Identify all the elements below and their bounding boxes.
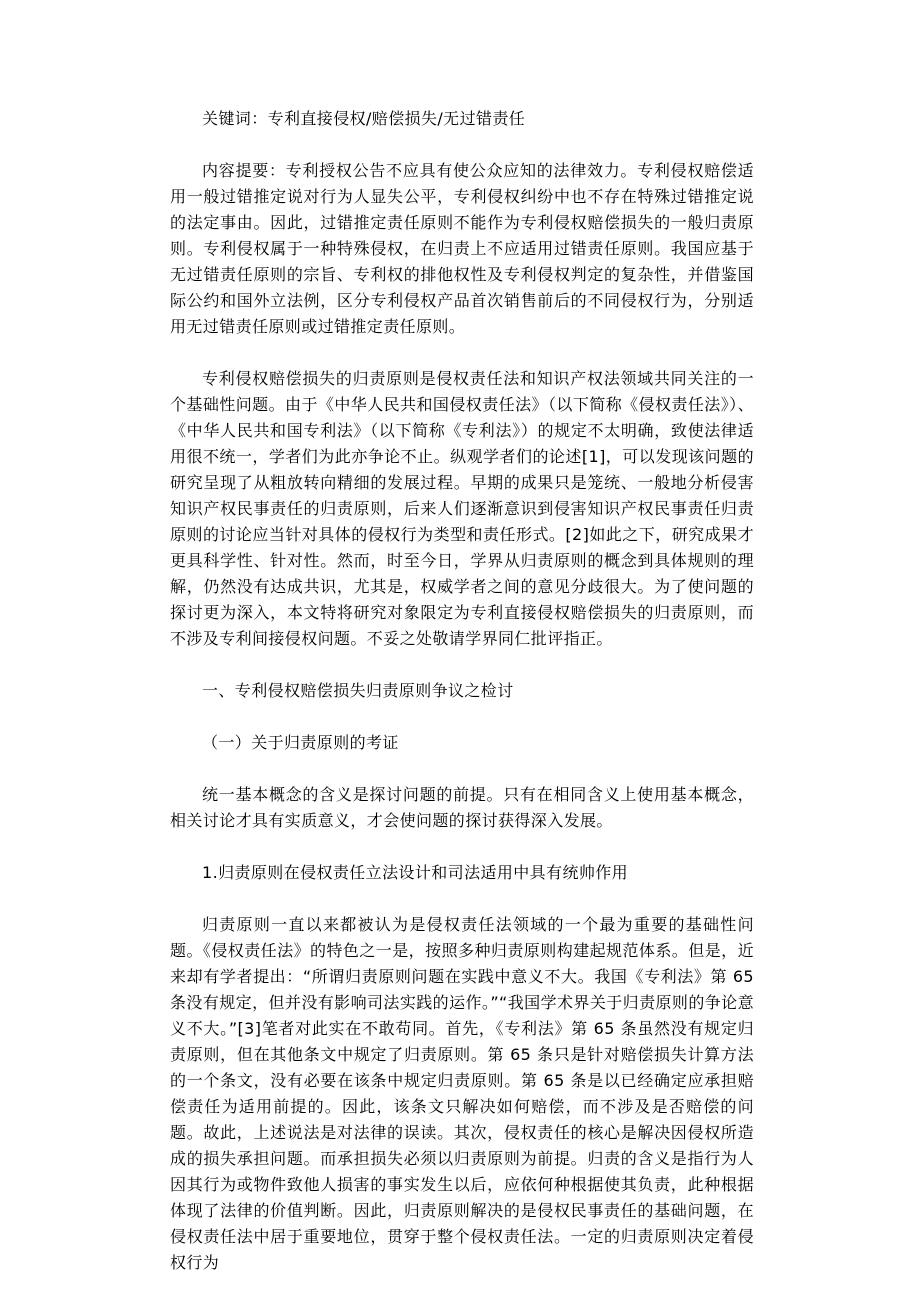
numbered-heading-one: 1.归责原则在侵权责任立法设计和司法适用中具有统帅作用: [202, 863, 629, 882]
subsection-heading-one: （一）关于归责原则的考证: [202, 733, 399, 752]
intro-paragraph: 专利侵权赔偿损失的归责原则是侵权责任法和知识产权法领域共同关注的一个基础性问题。由于《中华人民共和国侵权责任法》（以下简称《侵权责任法》）、《中华人民共和国专利法》（以下简称《专利法》）的规定不太明确，致使法律适用很不统一，学者们为此亦争论不止。纵观学者们的论述[1]，可以发现该问题的研究呈现了从粗放转向精细的发展过程。早期的成果只是笼统、一般地分析侵害知识产权民事责任的归责原则，后来人们逐渐意识到侵害知识产权民事责任归责原则的讨论应当针对具体的侵权行为类型和责任形式。[2]如此之下，研究成果才更具科学性、针对性。然而，时至今日，学界从归责原则的概念到具体规则的理解，仍然没有达成共识，尤其是，权威学者之间的意见分歧很大。为了使问题的探讨更为深入，本文特将研究对象限定为专利直接侵权赔偿损失的归责原则，而不涉及专利间接侵权问题。不妥之处敬请学界同仁批评指正。: [170, 369, 754, 648]
body-paragraph-one: 统一基本概念的含义是探讨问题的前提。只有在相同含义上使用基本概念，相关讨论才具有实质意义，才会使问题的探讨获得深入发展。: [170, 785, 754, 830]
document-content: [170, 106, 754, 1276]
section-heading-one: 一、专利侵权赔偿损失归责原则争议之检讨: [202, 681, 514, 700]
abstract-paragraph: 内容提要：专利授权公告不应具有使公众应知的法律效力。专利侵权赔偿适用一般过错推定说对行为人显失公平，专利侵权纠纷中也不存在特殊过错推定说的法定事由。因此，过错推定责任原则不能作为专利侵权赔偿损失的一般归责原则。专利侵权属于一种特殊侵权，在归责上不应适用过错责任原则。我国应基于无过错责任原则的宗旨、专利权的排他权性及专利侵权判定的复杂性，并借鉴国际公约和国外立法例，区分专利侵权产品首次销售前后的不同侵权行为，分别适用无过错责任原则或过错推定责任原则。: [170, 161, 754, 336]
body-paragraph-two: 归责原则一直以来都被认为是侵权责任法领域的一个最为重要的基础性问题。《侵权责任法》的特色之一是，按照多种归责原则构建起规范体系。但是，近来却有学者提出：“所谓归责原则问题在实践中意义不大。我国《专利法》第 65 条没有规定，但并没有影响司法实践的运作。”“我国学术界关于归责原则的争论意义不大。”[3]笔者对此实在不敢苟同。首先，《专利法》第 65 条虽然没有规定归责原则，但在其他条文中规定了归责原则。第 65 条只是针对赔偿损失计算方法的一个条文，没有必要在该条中规定归责原则。第 65 条是以已经确定应承担赔偿责任为适用前提的。因此，该条文只解决如何赔偿，而不涉及是否赔偿的问题。故此，上述说法是对法律的误读。其次，侵权责任的核心是解决因侵权所造成的损失承担问题。而承担损失必须以归责原则为前提。归责的含义是指行为人因其行为或物件致他人损害的事实发生以后，应依何种根据使其负责，此种根据体现了法律的价值判断。因此，归责原则解决的是侵权民事责任的基础问题，在侵权责任法中居于重要地位，贯穿于整个侵权责任法。一定的归责原则决定着侵权行为: [170, 915, 754, 1272]
keywords-line: 关键词：专利直接侵权/赔偿损失/无过错责任: [202, 109, 526, 128]
